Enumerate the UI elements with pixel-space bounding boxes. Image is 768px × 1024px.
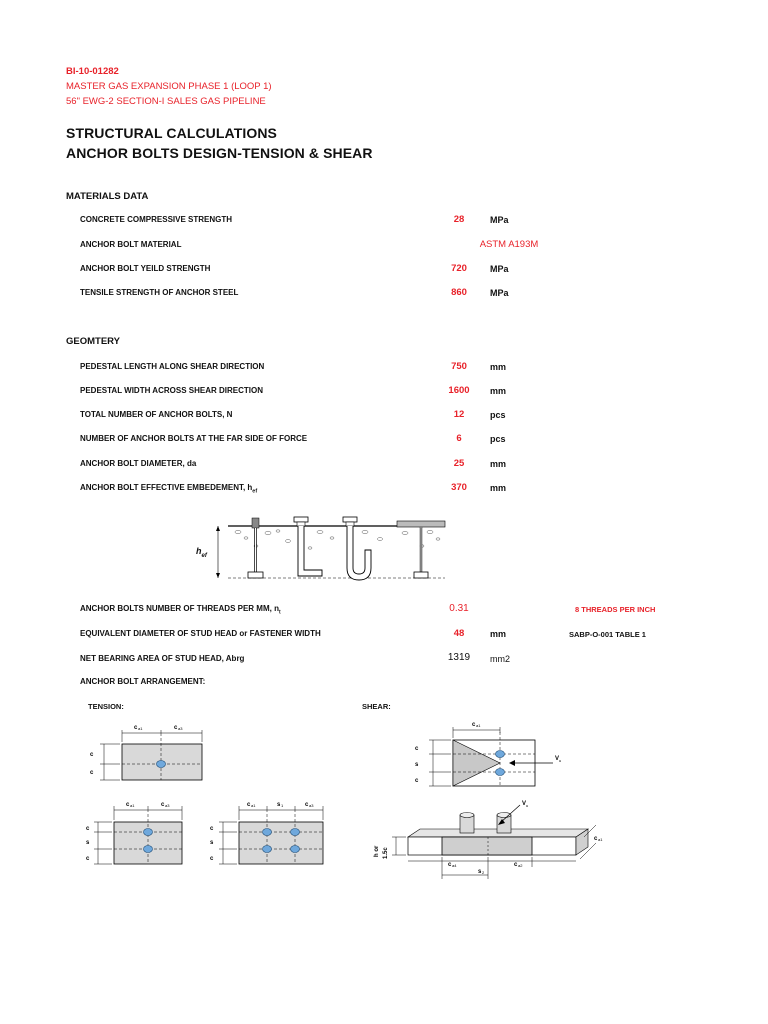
threads-per-mm-value: 0.31	[449, 603, 469, 614]
anchor-bolt-types-diagram	[190, 508, 450, 590]
shear-cone-diagram	[405, 718, 575, 793]
svg-text:c: c	[134, 725, 138, 731]
pedestal-width-unit: mm	[490, 386, 507, 396]
effective-embedment-value: 370	[451, 482, 467, 493]
bolt-yield-value: 720	[451, 263, 467, 274]
bearing-area-label: NET BEARING AREA OF STUD HEAD, Abrg	[80, 654, 245, 663]
bearing-area-value: 1319	[447, 652, 471, 663]
svg-text:u: u	[526, 803, 529, 808]
main-title: STRUCTURAL CALCULATIONS	[66, 125, 277, 141]
effective-embedment-label: ANCHOR BOLT EFFECTIVE EMBEDEMENT, $h_{ef}$	[80, 483, 258, 495]
project-line-1: MASTER GAS EXPANSION PHASE 1 (LOOP 1)	[66, 81, 272, 92]
threads-per-inch-note: 8 THREADS PER INCH	[575, 605, 656, 614]
svg-text:c: c	[415, 746, 419, 752]
tensile-strength-unit: MPa	[490, 288, 509, 298]
bolt-diameter-unit: mm	[490, 459, 507, 469]
total-bolts-value: 12	[453, 409, 465, 420]
bolt-diameter-value: 25	[453, 458, 465, 469]
tensile-strength-value: 860	[451, 287, 467, 298]
svg-text:a1: a1	[598, 837, 603, 842]
tension-two-bolt-diagram	[82, 792, 192, 872]
bolt-material-value: ASTM A193M	[479, 239, 539, 250]
document-id: BI-10-01282	[66, 66, 119, 77]
shear-elevation-diagram	[360, 795, 610, 885]
svg-text:a1: a1	[476, 723, 481, 728]
project-line-2: 56" EWG-2 SECTION-I SALES GAS PIPELINE	[66, 96, 266, 107]
svg-text:c: c	[472, 722, 476, 728]
svg-text:a3: a3	[165, 803, 170, 808]
sub-title: ANCHOR BOLTS DESIGN-TENSION & SHEAR	[66, 145, 373, 161]
svg-text:a3: a3	[178, 726, 183, 731]
pedestal-length-value: 750	[451, 361, 467, 372]
svg-text:a3: a3	[309, 803, 314, 808]
stud-head-diameter-unit: mm	[490, 629, 507, 639]
svg-text:V: V	[555, 756, 560, 762]
svg-text:h or: h or	[374, 845, 380, 857]
svg-text:s: s	[277, 802, 281, 808]
svg-text:c: c	[90, 752, 94, 758]
svg-text:c: c	[126, 802, 130, 808]
svg-text:a1: a1	[251, 803, 256, 808]
svg-text:1.5c: 1.5c	[383, 847, 389, 859]
svg-text:c: c	[161, 802, 165, 808]
svg-text:c: c	[415, 778, 419, 784]
concrete-strength-value: 28	[453, 214, 465, 225]
svg-text:c: c	[210, 826, 214, 832]
bolt-yield-label: ANCHOR BOLT YEILD STRENGTH	[80, 264, 211, 273]
concrete-strength-unit: MPa	[490, 215, 509, 225]
svg-text:c: c	[594, 836, 598, 842]
pedestal-length-label: PEDESTAL LENGTH ALONG SHEAR DIRECTION	[80, 362, 265, 371]
tension-label: TENSION:	[88, 702, 124, 711]
effective-embedment-unit: mm	[490, 483, 507, 493]
total-bolts-label: TOTAL NUMBER OF ANCHOR BOLTS, N	[80, 410, 233, 419]
svg-text:c: c	[514, 862, 518, 868]
shear-label: SHEAR:	[362, 702, 391, 711]
svg-text:c: c	[247, 802, 251, 808]
tension-four-bolt-diagram	[205, 792, 335, 872]
pedestal-width-value: 1600	[448, 385, 470, 396]
total-bolts-unit: pcs	[490, 410, 506, 420]
embedment-diagram-label: $h_{ef}$	[196, 546, 207, 559]
svg-text:c: c	[86, 826, 90, 832]
arrangement-heading: ANCHOR BOLT ARRANGEMENT:	[80, 677, 206, 686]
svg-text:a1: a1	[130, 803, 135, 808]
svg-text:a2: a2	[518, 863, 523, 868]
concrete-strength-label: CONCRETE COMPRESSIVE STRENGTH	[80, 215, 233, 224]
bolt-material-label: ANCHOR BOLT MATERIAL	[80, 240, 182, 249]
svg-text:s: s	[210, 840, 214, 846]
svg-text:1: 1	[281, 803, 284, 808]
svg-text:a1: a1	[138, 726, 143, 731]
bolt-diameter-label: ANCHOR BOLT DIAMETER, da	[80, 459, 197, 468]
tension-single-bolt-diagram	[82, 718, 212, 788]
materials-heading: MATERIALS DATA	[66, 191, 149, 202]
geometry-heading: GEOMTERY	[66, 336, 121, 347]
svg-text:a4: a4	[452, 863, 457, 868]
tensile-strength-label: TENSILE STRENGTH OF ANCHOR STEEL	[80, 288, 239, 297]
svg-text:c: c	[448, 862, 452, 868]
svg-text:c: c	[210, 856, 214, 862]
svg-text:c: c	[90, 770, 94, 776]
svg-text:u: u	[559, 758, 562, 763]
svg-text:V: V	[522, 801, 527, 807]
svg-text:s: s	[478, 869, 482, 875]
stud-head-diameter-label: EQUIVALENT DIAMETER OF STUD HEAD or FASTENER WIDTH	[80, 629, 321, 638]
threads-per-mm-label: ANCHOR BOLTS NUMBER OF THREADS PER MM, $n_t$	[80, 604, 281, 616]
sabp-reference-note: SABP-O-001 TABLE 1	[569, 630, 646, 639]
svg-text:2: 2	[482, 870, 485, 875]
pedestal-width-label: PEDESTAL WIDTH ACROSS SHEAR DIRECTION	[80, 386, 263, 395]
svg-text:c: c	[305, 802, 309, 808]
bearing-area-unit: mm2	[490, 654, 510, 664]
stud-head-diameter-value: 48	[453, 628, 465, 639]
svg-text:s: s	[86, 840, 90, 846]
far-side-bolts-value: 6	[456, 433, 462, 444]
far-side-bolts-label: NUMBER OF ANCHOR BOLTS AT THE FAR SIDE OF FORCE	[80, 434, 308, 443]
svg-text:c: c	[86, 856, 90, 862]
pedestal-length-unit: mm	[490, 362, 507, 372]
svg-text:c: c	[174, 725, 178, 731]
far-side-bolts-unit: pcs	[490, 434, 506, 444]
svg-text:s: s	[415, 762, 419, 768]
bolt-yield-unit: MPa	[490, 264, 509, 274]
